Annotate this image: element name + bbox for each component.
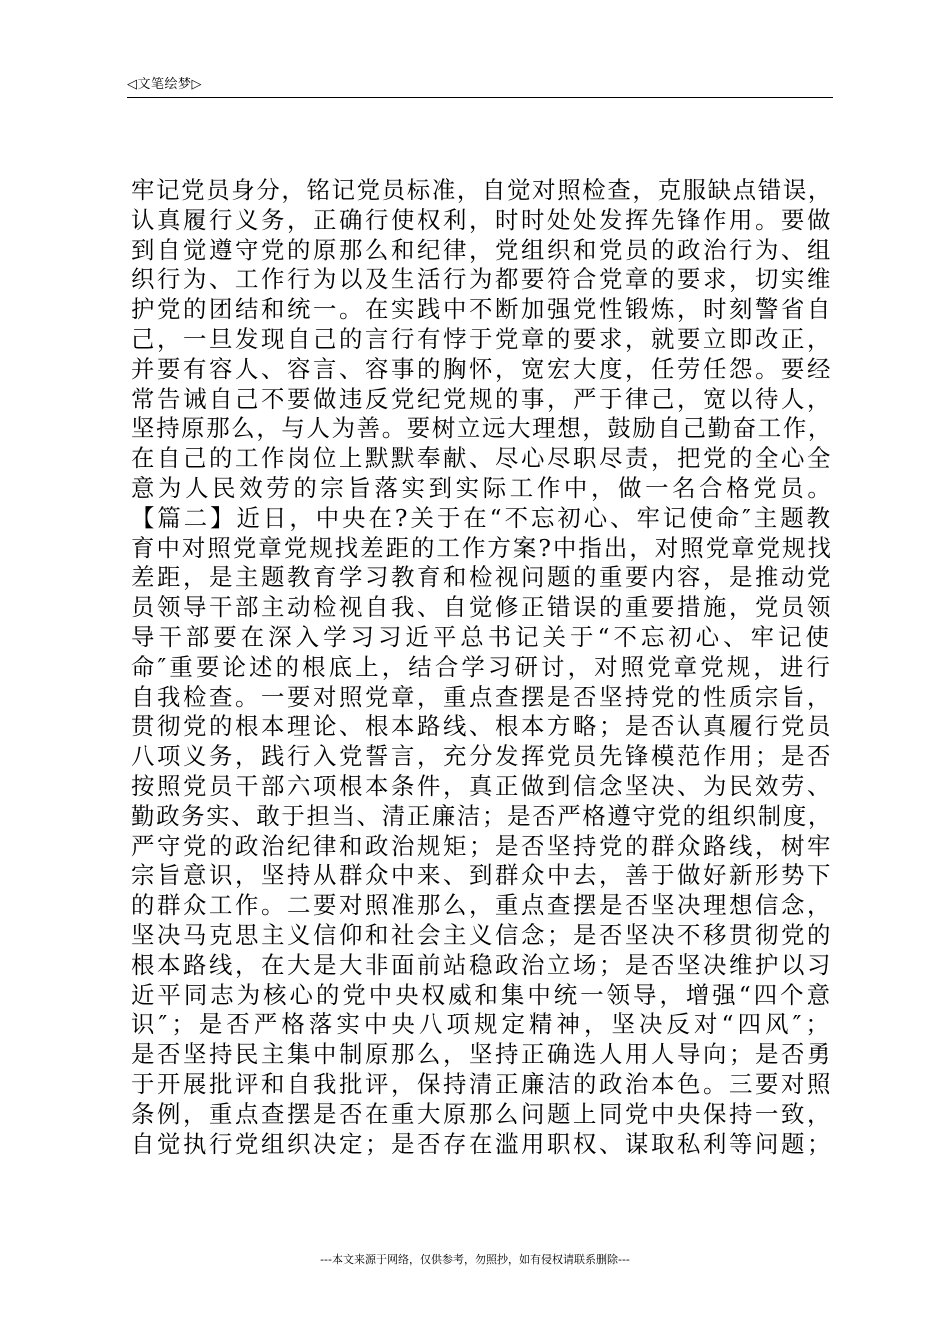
body-line: 【篇二】近日，中央在?关于在“不忘初心、牢记使命″主题教 (131, 503, 833, 532)
body-line: 牢记党员身分，铭记党员标准，自觉对照检查，克服缺点错误， (131, 176, 833, 204)
body-line: 坚持原那么，与人为善。要树立远大理想，鼓励自己勤奋工作， (131, 414, 833, 443)
body-line: 认真履行义务，正确行使权利，时时处处发挥先锋作用。要做 (131, 205, 833, 234)
body-line: 差距，是主题教育学习教育和检视问题的重要内容，是推动党 (131, 563, 833, 592)
body-line: 己，一旦发现自己的言行有悖于党章的要求，就要立即改正， (131, 324, 833, 353)
body-line: 并要有容人、容言、容事的胸怀，宽宏大度，任劳任怨。要经 (131, 354, 833, 383)
body-line: 八项义务，践行入党誓言，充分发挥党员先锋模范作用；是否 (131, 742, 833, 771)
body-line: 勤政务实、敢于担当、清正廉洁；是否严格遵守党的组织制度， (131, 801, 833, 830)
body-line: 导干部要在深入学习习近平总书记关于“不忘初心、牢记使 (131, 622, 833, 651)
body-line: 在自己的工作岗位上默默奉献、尽心尽职尽责，把党的全心全 (131, 444, 833, 473)
body-line: 意为人民效劳的宗旨落实到实际工作中，做一名合格党员。 (131, 473, 833, 502)
header-title: ◁文笔绘梦▷ (127, 77, 202, 92)
body-line: 织行为、工作行为以及生活行为都要符合党章的要求，切实维 (131, 265, 833, 294)
body-line: 于开展批评和自我批评，保持清正廉洁的政治本色。三要对照 (131, 1069, 833, 1098)
body-line: 根本路线，在大是大非面前站稳政治立场；是否坚决维护以习 (131, 950, 833, 979)
body-line: 宗旨意识，坚持从群众中来、到群众中去，善于做好新形势下 (131, 861, 833, 890)
body-line: 员领导干部主动检视自我、自觉修正错误的重要措施，党员领 (131, 593, 833, 622)
body-line: 条例，重点查摆是否在重大原那么问题上同党中央保持一致， (131, 1099, 833, 1128)
body-line: 严守党的政治纪律和政治规矩；是否坚持党的群众路线，树牢 (131, 831, 833, 860)
body-line: 按照党员干部六项根本条件，真正做到信念坚决、为民效劳、 (131, 771, 833, 800)
body-line: 自觉执行党组织决定；是否存在滥用职权、谋取私利等问题； (131, 1129, 833, 1158)
body-line: 识″；是否严格落实中央八项规定精神，坚决反对“四风″； (131, 1010, 833, 1039)
page-header (127, 76, 833, 98)
body-line: 坚决马克思主义信仰和社会主义信念；是否坚决不移贯彻党的 (131, 920, 833, 949)
body-line: 到自觉遵守党的原那么和纪律，党组织和党员的政治行为、组 (131, 235, 833, 264)
body-line: 护党的团结和统一。在实践中不断加强党性锻炼，时刻警省自 (131, 295, 833, 324)
body-line: 贯彻党的根本理论、根本路线、根本方略；是否认真履行党员 (131, 712, 833, 741)
header-divider (127, 97, 833, 98)
body-line: 自我检查。一要对照党章，重点查摆是否坚持党的性质宗旨， (131, 682, 833, 711)
body-line: 近平同志为核心的党中央权威和集中统一领导，增强“四个意 (131, 980, 833, 1009)
body-line: 常告诫自己不要做违反党纪党规的事，严于律己，宽以待人， (131, 384, 833, 413)
body-line: 是否坚持民主集中制原那么，坚持正确选人用人导向；是否勇 (131, 1040, 833, 1069)
body-line: 育中对照党章党规找差距的工作方案?中指出，对照党章党规找 (131, 533, 833, 562)
body-line: 命″重要论述的根底上，结合学习研讨，对照党章党规，进行 (131, 652, 833, 681)
page-footer: ---本文来源于网络，仅供参考，勿照抄，如有侵权请联系删除--- (320, 1253, 630, 1266)
body-line: 的群众工作。二要对照准那么，重点查摆是否坚决理想信念， (131, 891, 833, 920)
document-body (131, 176, 833, 1159)
